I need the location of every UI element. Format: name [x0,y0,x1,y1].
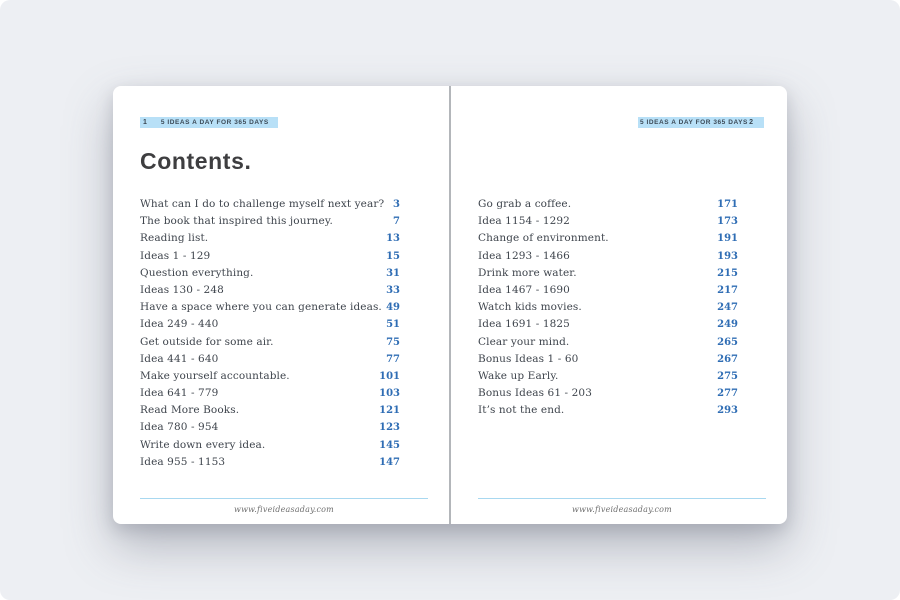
toc-row [478,334,738,351]
toc-entry-label: Idea 1293 - 1466 [478,249,570,262]
toc-entry-page-number: 121 [379,405,400,417]
toc-row [140,299,400,316]
toc-entry-page-number: 7 [393,216,400,228]
toc-row [140,196,400,213]
toc-entry-page-number: 171 [717,199,738,210]
toc-entry-label: Question everything. [140,266,254,279]
toc-entry-page-number: 217 [717,284,738,296]
toc-row [478,316,738,333]
toc-row [478,196,738,213]
toc-list-right [478,196,738,419]
toc-entry-label: Ideas 130 - 248 [140,283,224,296]
right-page-footer [478,498,766,517]
toc-entry-page-number: 215 [717,267,738,279]
toc-entry-label: What can I do to challenge myself next year? [140,198,385,210]
toc-row [140,402,400,419]
book-gutter-divider [449,86,451,524]
toc-row [140,265,400,282]
toc-entry-page-number: 77 [386,353,400,365]
toc-row [140,213,400,230]
toc-entry-label: Idea 441 - 640 [140,352,219,365]
toc-entry-label: Drink more water. [478,266,577,279]
toc-entry-label: Clear your mind. [478,335,570,348]
toc-row [140,316,400,333]
toc-entry-label: Idea 249 - 440 [140,318,219,331]
right-footer-rule [478,498,766,499]
toc-entry-label: Ideas 1 - 129 [140,249,211,262]
toc-entry-label: Write down every idea. [140,438,266,451]
right-running-header-bar [638,117,764,128]
toc-entry-page-number: 51 [386,319,400,331]
toc-entry-page-number: 147 [379,456,400,468]
toc-list-left [140,196,400,471]
left-footer-url: www.fiveideasaday.com [234,505,334,514]
left-page [140,86,428,524]
toc-row [478,385,738,402]
toc-entry-page-number: 145 [379,439,400,451]
toc-entry-label: Bonus Ideas 1 - 60 [478,352,579,365]
toc-row [478,368,738,385]
toc-entry-page-number: 75 [386,336,400,348]
toc-row [140,385,400,402]
right-footer-url: www.fiveideasaday.com [572,505,672,514]
toc-entry-page-number: 15 [386,250,400,262]
toc-entry-label: Idea 1154 - 1292 [478,215,570,228]
toc-row [478,299,738,316]
left-page-number: 1 [143,119,147,126]
right-running-header-title: 5 IDEAS A DAY FOR 365 DAYS [640,119,748,126]
toc-entry-label: Have a space where you can generate ideas. [140,301,382,314]
toc-row [478,351,738,368]
toc-row [140,334,400,351]
toc-entry-page-number: 31 [386,267,400,279]
toc-entry-label: Idea 1691 - 1825 [478,318,570,331]
book-spread [113,86,787,524]
toc-entry-label: It’s not the end. [478,404,565,417]
toc-row [140,282,400,299]
toc-entry-page-number: 293 [717,405,738,417]
toc-entry-label: Reading list. [140,232,209,245]
toc-entry-page-number: 13 [386,233,400,245]
toc-entry-label: Make yourself accountable. [140,369,290,382]
toc-entry-label: Idea 641 - 779 [140,387,219,400]
toc-row [140,248,400,265]
toc-row [140,419,400,436]
toc-entry-page-number: 33 [386,284,400,296]
toc-entry-label: Watch kids movies. [478,301,582,314]
toc-row [140,454,400,471]
toc-entry-page-number: 101 [379,370,400,382]
toc-entry-label: Idea 955 - 1153 [140,455,226,468]
toc-entry-page-number: 247 [717,302,738,314]
left-running-header-title: 5 IDEAS A DAY FOR 365 DAYS [160,119,269,126]
toc-entry-page-number: 191 [717,233,738,245]
toc-entry-page-number: 103 [379,388,400,400]
toc-row [140,351,400,368]
toc-entry-label: Idea 1467 - 1690 [478,283,570,296]
toc-entry-page-number: 49 [386,302,400,314]
toc-entry-label: Idea 780 - 954 [140,421,219,434]
toc-row [478,213,738,230]
toc-row [140,368,400,385]
toc-entry-page-number: 275 [717,370,738,382]
toc-entry-label: Wake up Early. [478,369,559,382]
left-running-header-bar [140,117,278,128]
toc-entry-label: Change of environment. [478,232,609,245]
toc-entry-page-number: 123 [379,422,400,434]
toc-entry-page-number: 249 [717,319,738,331]
toc-row [140,230,400,247]
toc-entry-label: The book that inspired this journey. [140,215,333,228]
right-page [478,86,766,524]
toc-entry-label: Go grab a coffee. [478,198,572,210]
toc-entry-label: Read More Books. [140,404,240,417]
contents-title: Contents. [140,148,252,174]
toc-entry-page-number: 3 [393,199,400,210]
right-page-number: 2 [749,119,753,126]
toc-row [478,248,738,265]
left-page-footer [140,498,428,517]
left-footer-rule [140,498,428,499]
toc-entry-page-number: 193 [717,250,738,262]
toc-entry-page-number: 277 [717,388,738,400]
toc-row [478,402,738,419]
toc-entry-label: Get outside for some air. [140,335,274,348]
toc-row [478,230,738,247]
toc-entry-page-number: 267 [717,353,738,365]
toc-row [140,437,400,454]
toc-row [478,265,738,282]
toc-entry-page-number: 265 [717,336,738,348]
toc-row [478,282,738,299]
toc-entry-label: Bonus Ideas 61 - 203 [478,387,592,400]
toc-entry-page-number: 173 [717,216,738,228]
